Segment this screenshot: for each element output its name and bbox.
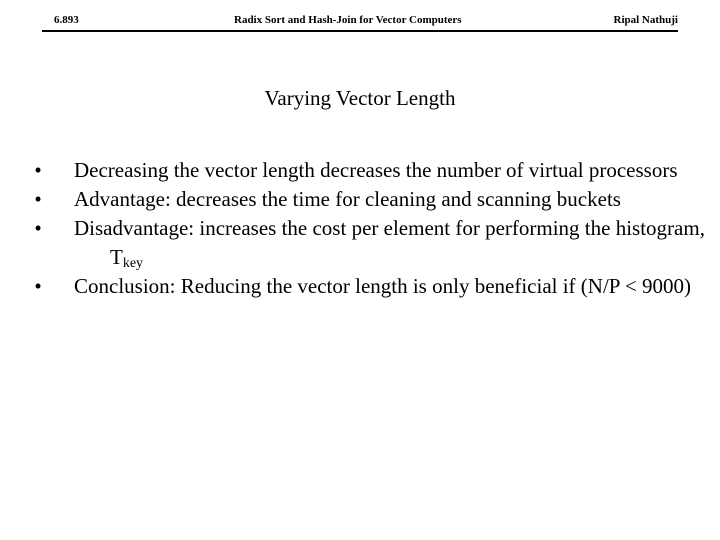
bullet-text: Decreasing the vector length decreases the number of virtual processors	[74, 158, 678, 182]
bullet-text: Conclusion: Reducing the vector length is only beneficial if (N/P < 9000)	[74, 274, 692, 298]
bullet-item	[28, 185, 708, 214]
slide-header	[42, 12, 678, 32]
bullet-point-icon: •	[34, 216, 42, 240]
bullet-text-main: Disadvantage: increases the cost per element for performing the histogram, T	[74, 216, 705, 269]
bullet-item	[28, 272, 708, 301]
subscript-key: key	[122, 256, 144, 271]
header-divider	[42, 30, 678, 32]
author-name: Ripal Nathuji	[613, 14, 678, 26]
bullet-point-icon: •	[34, 187, 42, 211]
bullet-point-icon: •	[34, 158, 42, 182]
bullet-item	[28, 214, 708, 272]
slide-title: Varying Vector Length	[264, 86, 456, 110]
bullet-point-icon: •	[34, 274, 42, 298]
bullet-list	[28, 156, 708, 301]
bullet-item	[28, 156, 708, 185]
bullet-text: Advantage: decreases the time for cleaning and scanning buckets	[74, 187, 621, 211]
bullet-text-with-subscript	[74, 214, 708, 272]
course-number: 6.893	[54, 14, 79, 26]
presentation-title: Radix Sort and Hash-Join for Vector Computers	[234, 14, 462, 26]
